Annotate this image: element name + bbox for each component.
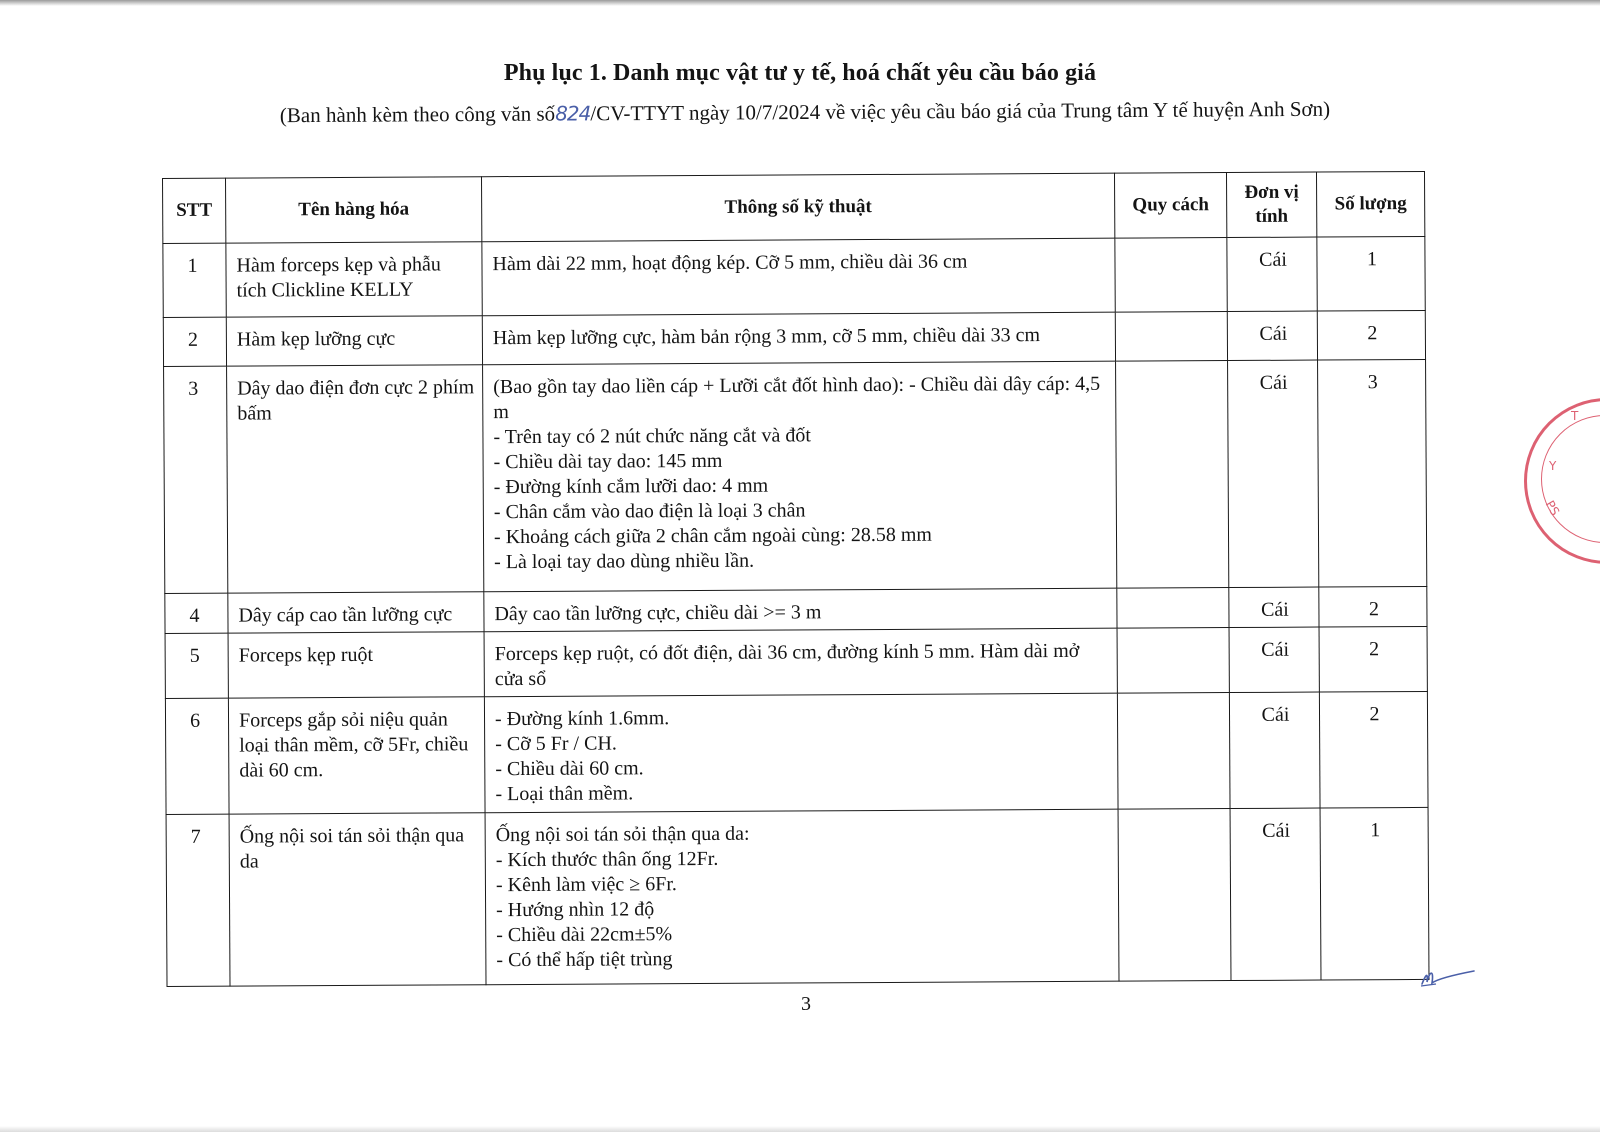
cell-packing	[1117, 588, 1229, 629]
cell-quantity: 2	[1319, 586, 1427, 627]
cell-packing	[1115, 312, 1227, 362]
cell-stt: 5	[165, 633, 228, 698]
handwritten-initials-signature	[1418, 962, 1478, 990]
cell-quantity: 3	[1318, 359, 1427, 587]
table-row	[166, 807, 1429, 986]
cell-specification	[485, 809, 1119, 985]
document-subtitle	[225, 93, 1385, 131]
cell-quantity: 1	[1317, 236, 1425, 311]
cell-item-name: Forceps gắp sỏi niệu quản loại thân mềm, cỡ 5Fr, chiều dài 60 cm.	[228, 697, 485, 814]
spec-line: - Loại thân mềm.	[495, 782, 634, 806]
cell-unit: Cái	[1229, 692, 1320, 809]
cell-stt: 4	[165, 593, 228, 633]
spec-line: - Cỡ 5 Fr / CH.	[495, 732, 617, 756]
spec-line: - Kích thước thân ống 12Fr.	[495, 847, 719, 872]
cell-stt: 2	[163, 317, 226, 366]
spec-line: - Chiều dài tay dao: 145 mm	[493, 449, 723, 474]
table-row	[163, 236, 1425, 317]
cell-packing	[1116, 361, 1229, 589]
cell-item-name: Forceps kẹp ruột	[228, 632, 484, 698]
cell-item-name: Hàm kẹp lưỡng cực	[226, 316, 482, 366]
seal-glyph: Y	[1549, 459, 1557, 473]
seal-glyph: PS	[1542, 498, 1563, 518]
scan-edge-bottom	[0, 1126, 1600, 1132]
cell-unit: Cái	[1229, 587, 1319, 628]
cell-stt: 7	[166, 814, 230, 986]
spec-line: - Có thể hấp tiệt trùng	[496, 948, 673, 972]
scan-edge-top	[0, 0, 1600, 6]
spec-line: - Hướng nhìn 12 độ	[496, 898, 655, 922]
table-row	[165, 626, 1427, 698]
seal-glyph: T	[1571, 409, 1579, 423]
cell-quantity: 1	[1320, 807, 1429, 980]
spec-line: - Là loại tay dao dùng nhiều lần.	[494, 549, 755, 574]
cell-unit: Cái	[1227, 237, 1317, 312]
cell-packing	[1117, 628, 1229, 694]
table-row	[165, 691, 1428, 814]
spec-line: - Kênh làm việc ≥ 6Fr.	[495, 873, 677, 897]
red-seal-inner-ring	[1541, 415, 1600, 543]
spec-line: Forceps kẹp ruột, có đốt điện, dài 36 cm, đường kính 5 mm. Hàm dài mở cửa sổ	[494, 639, 1080, 691]
cell-specification	[484, 588, 1117, 632]
page-number: 3	[801, 993, 811, 1015]
spec-line: - Chiều dài 60 cm.	[495, 757, 644, 781]
cell-specification	[482, 312, 1115, 365]
header-stt: STT	[163, 178, 226, 243]
cell-unit: Cái	[1227, 311, 1317, 361]
table-row	[163, 310, 1425, 366]
spec-line: - Trên tay có 2 nút chức năng cắt và đốt	[493, 424, 811, 449]
table-row	[165, 586, 1427, 633]
spec-line: Hàm dài 22 mm, hoạt động kép. Cỡ 5 mm, chiều dài 36 cm	[492, 250, 968, 276]
spec-line: - Đường kính cắm lưỡi dao: 4 mm	[493, 474, 769, 499]
document-title: Phụ lục 1. Danh mục vật tư y tế, hoá chất yêu cầu báo giá	[503, 60, 1097, 86]
cell-stt: 3	[164, 366, 228, 593]
handwritten-document-number: 824	[555, 101, 591, 126]
supplies-table-wrapper	[162, 171, 1428, 987]
cell-unit: Cái	[1229, 627, 1319, 693]
table-header-row	[163, 171, 1425, 243]
table-row	[164, 359, 1427, 593]
spec-line: - Chân cắm vào dao điện là loại 3 chân	[493, 499, 806, 524]
cell-item-name: Dây cáp cao tần lưỡng cực	[228, 592, 484, 633]
spec-line: - Đường kính 1.6mm.	[494, 707, 670, 731]
spec-line: Hàm kẹp lưỡng cực, hàm bản rộng 3 mm, cỡ 5 mm, chiều dài 33 cm	[492, 324, 1041, 350]
spec-line: - Khoảng cách giữa 2 chân cắm ngoài cùng: 28.58 mm	[493, 523, 933, 549]
cell-specification	[484, 693, 1118, 813]
cell-quantity: 2	[1317, 310, 1425, 360]
cell-packing	[1117, 693, 1230, 810]
header-qty: Số lượng	[1316, 171, 1424, 237]
cell-specification	[482, 238, 1115, 316]
cell-quantity: 2	[1319, 691, 1428, 808]
cell-specification	[483, 361, 1117, 592]
cell-packing	[1115, 238, 1227, 313]
subtitle-suffix: /CV-TTYT ngày 10/7/2024 về việc yêu cầu báo giá của Trung tâm Y tế huyện Anh Sơn)	[590, 96, 1331, 126]
table-body	[163, 236, 1429, 986]
cell-item-name: Dây dao điện đơn cực 2 phím bấm	[227, 365, 484, 593]
spec-line: Dây cao tần lưỡng cực, chiều dài >= 3 m	[494, 601, 822, 626]
cell-quantity: 2	[1319, 626, 1427, 692]
red-seal-stamp	[1524, 398, 1600, 564]
header-packing: Quy cách	[1114, 173, 1226, 239]
cell-specification	[484, 628, 1117, 697]
spec-line: - Chiều dài 22cm±5%	[496, 923, 673, 947]
cell-stt: 1	[163, 243, 226, 317]
header-unit: Đơn vị tính	[1226, 172, 1316, 238]
supplies-table	[162, 171, 1429, 987]
cell-item-name: Ống nội soi tán sỏi thận qua da	[229, 813, 486, 986]
subtitle-prefix: (Ban hành kèm theo công văn số	[279, 101, 556, 128]
cell-packing	[1118, 809, 1231, 982]
header-spec: Thông số kỹ thuật	[481, 173, 1114, 242]
cell-stt: 6	[165, 698, 229, 814]
cell-unit: Cái	[1230, 808, 1321, 980]
spec-line: (Bao gồn tay dao liền cáp + Lưỡi cắt đốt hình dao): - Chiều dài dây cáp: 4,5 m	[493, 372, 1101, 424]
spec-line: Ống nội soi tán sỏi thận qua da:	[495, 822, 750, 847]
header-name: Tên hàng hóa	[226, 177, 482, 243]
cell-unit: Cái	[1228, 360, 1319, 587]
cell-item-name: Hàm forceps kẹp và phẫu tích Clickline KELLY	[226, 242, 482, 317]
